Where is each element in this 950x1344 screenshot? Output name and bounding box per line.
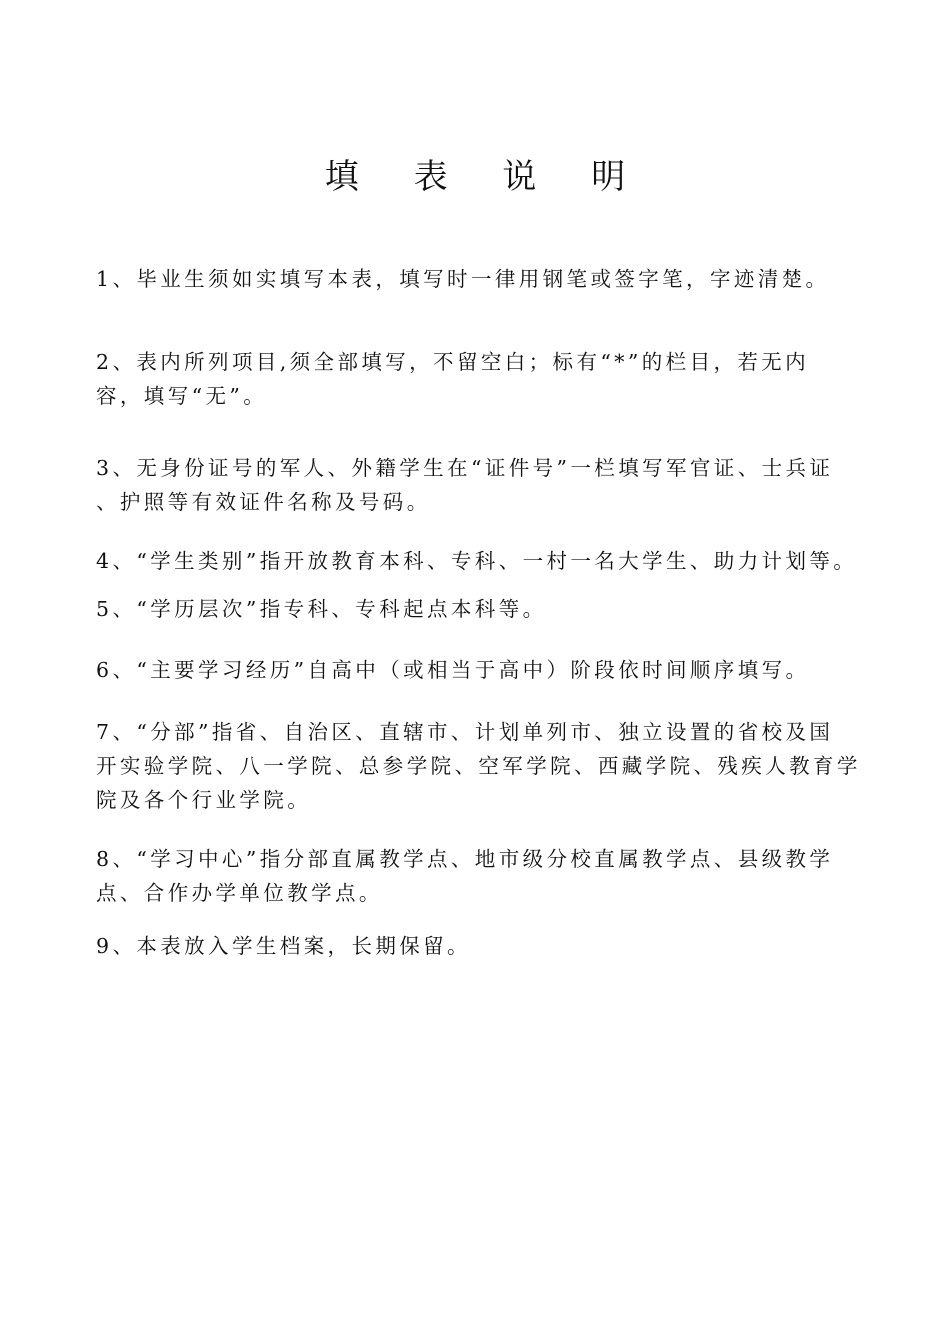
instruction-line: 7、“分部”指省、自治区、直辖市、计划单列市、独立设置的省校及国 xyxy=(96,720,834,744)
instruction-item-7 xyxy=(96,715,896,817)
instruction-line: 容，填写“无”。 xyxy=(96,384,268,408)
instruction-line: 2、表内所列项目,须全部填写，不留空白；标有“*”的栏目，若无内 xyxy=(96,350,810,374)
instruction-item-5 xyxy=(96,592,896,626)
instruction-item-1 xyxy=(96,262,896,296)
instruction-item-6 xyxy=(96,653,896,687)
page-title: 填 表 说 明 xyxy=(324,157,648,197)
instruction-line: 4、“学生类别”指开放教育本科、专科、一村一名大学生、助力计划等。 xyxy=(96,549,858,573)
instruction-line: 、护照等有效证件名称及号码。 xyxy=(96,490,431,514)
instruction-line: 5、“学历层次”指专科、专科起点本科等。 xyxy=(96,597,547,621)
instruction-item-9 xyxy=(96,929,896,963)
instruction-line: 点、合作办学单位教学点。 xyxy=(96,881,383,905)
instruction-line: 8、“学习中心”指分部直属教学点、地市级分校直属教学点、县级教学 xyxy=(96,847,834,871)
instruction-item-4 xyxy=(96,544,896,578)
instruction-line: 院及各个行业学院。 xyxy=(96,788,312,812)
instruction-item-3 xyxy=(96,451,896,519)
instruction-line: 1、毕业生须如实填写本表，填写时一律用钢笔或签字笔，字迹清楚。 xyxy=(96,267,830,291)
instruction-line: 开实验学院、八一学院、总参学院、空军学院、西藏学院、残疾人教育学 xyxy=(96,754,861,778)
instruction-line: 9、本表放入学生档案，长期保留。 xyxy=(96,934,471,958)
instruction-item-8 xyxy=(96,842,896,910)
instruction-item-2 xyxy=(96,345,896,413)
instruction-line: 6、“主要学习经历”自高中（或相当于高中）阶段依时间顺序填写。 xyxy=(96,658,810,682)
instruction-line: 3、无身份证号的军人、外籍学生在“证件号”一栏填写军官证、士兵证 xyxy=(96,456,834,480)
